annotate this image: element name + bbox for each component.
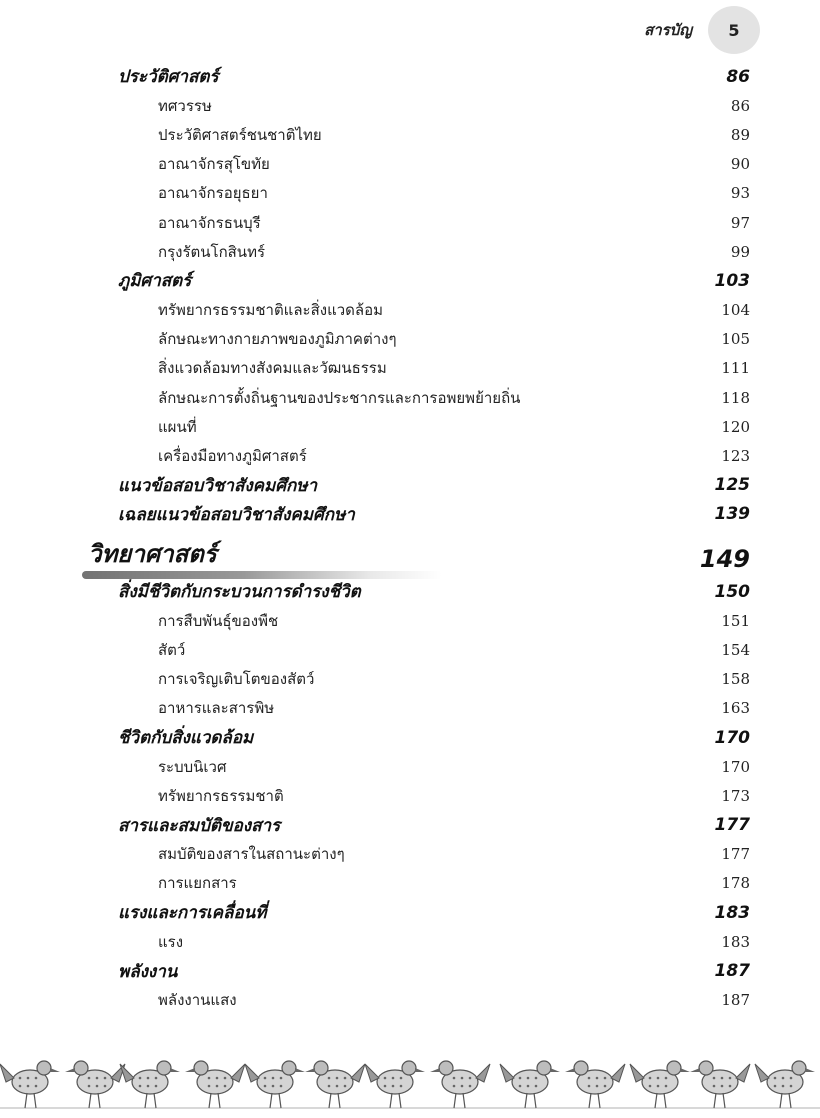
toc-entry-title: ระบบนิเวศ	[158, 757, 227, 776]
bird-doodle	[185, 1061, 245, 1108]
bird-doodle	[65, 1061, 125, 1108]
toc-entry-page: 187	[721, 991, 750, 1010]
toc-entry-title: อาณาจักรสุโขทัย	[158, 155, 270, 174]
toc-entry	[158, 91, 750, 120]
toc-entry-page: 104	[721, 301, 750, 320]
toc-entry	[158, 927, 750, 956]
toc-entry-page: 120	[721, 417, 750, 436]
toc-section	[118, 898, 750, 927]
toc-entry	[158, 383, 750, 412]
toc-entry	[158, 354, 750, 383]
page-header	[644, 6, 760, 54]
bird-doodle	[630, 1061, 690, 1108]
toc-entry-page: 183	[721, 932, 750, 951]
toc-entry-page: 154	[721, 640, 750, 659]
major-heading-page: 149	[699, 545, 750, 573]
toc-entry-page: 93	[730, 184, 750, 203]
toc-section-title: ประวัติศาสตร์	[118, 67, 219, 88]
toc-entry-title: ทรัพยากรธรรมชาติและสิ่งแวดล้อม	[158, 301, 383, 320]
toc-entry-page: 90	[730, 155, 750, 174]
toc-entry-page: 163	[721, 699, 750, 718]
toc-section-page: 150	[714, 581, 750, 602]
toc-entry	[158, 665, 750, 694]
toc-entry-page: 177	[721, 845, 750, 864]
toc-section	[118, 956, 750, 985]
toc-entry-title: การเจริญเติบโตของสัตว์	[158, 670, 315, 689]
toc-entry	[158, 441, 750, 470]
toc-entry-page: 158	[721, 670, 750, 689]
toc-entry	[158, 840, 750, 869]
toc-entry-title: ประวัติศาสตร์ชนชาติไทย	[158, 125, 322, 144]
toc-entry-page: 173	[721, 786, 750, 805]
toc-entry	[158, 150, 750, 179]
toc-entry-title: เครื่องมือทางภูมิศาสตร์	[158, 447, 307, 466]
page-number: 5	[728, 20, 740, 40]
bird-doodle	[500, 1061, 560, 1108]
toc-entry-title: สัตว์	[158, 640, 186, 659]
decorative-bird-border	[0, 1038, 820, 1114]
toc-section-title: แนวข้อสอบวิชาสังคมศึกษา	[118, 475, 318, 496]
toc-section-title: พลังงาน	[118, 961, 178, 982]
toc-entry-page: 99	[730, 242, 750, 261]
major-heading	[88, 529, 750, 573]
toc-section-page: 86	[726, 66, 750, 87]
toc-entry-title: อาณาจักรอยุธยา	[158, 184, 268, 203]
header-title: สารบัญ	[644, 21, 692, 39]
toc-entry	[158, 237, 750, 266]
toc-entry-title: แรง	[158, 932, 184, 951]
toc-entry-title: สมบัติของสารในสถานะต่างๆ	[158, 845, 345, 864]
toc-part-social-studies	[0, 62, 820, 529]
toc-section	[118, 62, 750, 91]
toc-entry	[158, 120, 750, 149]
page-number-badge	[708, 6, 760, 54]
toc-entry	[158, 412, 750, 441]
toc-entry-title: สิ่งแวดล้อมทางสังคมและวัฒนธรรม	[158, 359, 387, 378]
toc-section-title: ภูมิศาสตร์	[118, 271, 192, 292]
toc-entry-page: 118	[721, 388, 750, 407]
bird-doodle	[305, 1061, 365, 1108]
bird-doodle	[565, 1061, 625, 1108]
toc-entry	[158, 606, 750, 635]
toc-entry-title: ลักษณะทางกายภาพของภูมิภาคต่างๆ	[158, 330, 397, 349]
toc-section-title: แรงและการเคลื่อนที่	[118, 903, 267, 924]
toc-section	[118, 723, 750, 752]
toc-entry-page: 97	[730, 213, 750, 232]
bird-doodle	[430, 1061, 490, 1108]
toc-entry	[158, 179, 750, 208]
toc-entry	[158, 208, 750, 237]
bird-doodle	[245, 1061, 305, 1108]
toc-entry	[158, 325, 750, 354]
bird-doodle	[365, 1061, 425, 1108]
toc-entry	[158, 752, 750, 781]
toc-section-page: 177	[714, 815, 750, 836]
toc-section	[118, 577, 750, 606]
toc-entry-title: อาหารและสารพิษ	[158, 699, 275, 718]
toc-entry-page: 151	[721, 611, 750, 630]
toc-entry-title: ลักษณะการตั้งถิ่นฐานของประชากรและการอพยพย้ายถิ่น	[158, 388, 521, 407]
toc-entry-title: กรุงรัตนโกสินทร์	[158, 242, 266, 261]
toc-part-science	[0, 577, 820, 1015]
bird-doodle	[690, 1061, 750, 1108]
toc-entry	[158, 986, 750, 1015]
table-of-contents	[0, 62, 820, 1015]
toc-section-page: 183	[714, 902, 750, 923]
toc-section	[118, 471, 750, 500]
toc-section-title: เฉลยแนวข้อสอบวิชาสังคมศึกษา	[118, 504, 355, 525]
toc-entry-title: การสืบพันธุ์ของพืช	[158, 611, 279, 630]
toc-entry	[158, 635, 750, 664]
bird-doodle	[0, 1061, 60, 1108]
toc-entry-page: 170	[721, 757, 750, 776]
toc-section-title: สิ่งมีชีวิตกับกระบวนการดำรงชีวิต	[118, 582, 361, 603]
toc-entry-title: ทรัพยากรธรรมชาติ	[158, 786, 284, 805]
major-heading-title: วิทยาศาสตร์	[88, 540, 217, 568]
toc-entry-title: อาณาจักรธนบุรี	[158, 213, 261, 232]
toc-section-page: 125	[714, 475, 750, 496]
toc-section-page: 139	[714, 504, 750, 525]
toc-entry	[158, 869, 750, 898]
toc-section-page: 170	[714, 727, 750, 748]
toc-entry-page: 86	[730, 96, 750, 115]
toc-entry	[158, 694, 750, 723]
toc-section-page: 103	[714, 270, 750, 291]
toc-entry-title: การแยกสาร	[158, 874, 237, 893]
toc-entry-title: พลังงานแสง	[158, 991, 237, 1010]
toc-entry-title: ทศวรรษ	[158, 96, 212, 115]
bird-illustrations	[0, 1038, 820, 1114]
toc-entry-page: 105	[721, 330, 750, 349]
toc-section	[118, 500, 750, 529]
toc-section-title: สารและสมบัติของสาร	[118, 815, 281, 836]
toc-section-page: 187	[714, 961, 750, 982]
toc-section	[118, 266, 750, 295]
toc-entry-page: 111	[721, 359, 750, 378]
toc-section-title: ชีวิตกับสิ่งแวดล้อม	[118, 728, 254, 749]
bird-doodle	[120, 1061, 180, 1108]
toc-entry-title: แผนที่	[158, 417, 197, 436]
toc-entry-page: 123	[721, 447, 750, 466]
toc-entry	[158, 296, 750, 325]
toc-entry-page: 89	[730, 125, 750, 144]
bird-doodle	[755, 1061, 815, 1108]
toc-entry	[158, 781, 750, 810]
toc-section	[118, 811, 750, 840]
toc-entry-page: 178	[721, 874, 750, 893]
